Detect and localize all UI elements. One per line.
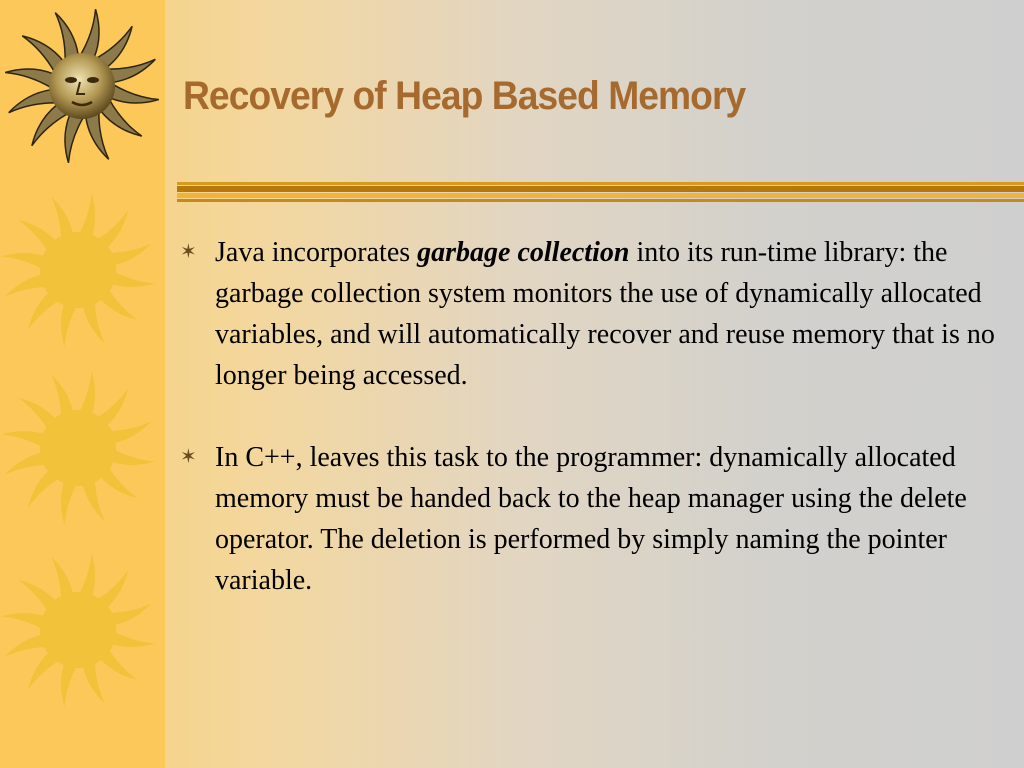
sun-icon [1, 553, 155, 707]
bullet-emphasis: garbage collection [417, 237, 630, 268]
star-bullet-icon: ✶ [180, 446, 197, 468]
bullet-text: In C++, leaves this task to the programmer: dynamically allocated memory must be handed back to the heap manager using the delete operator. The deletion is performed by simply naming the pointer variable. [215, 442, 967, 596]
decorative-sun-stripe [0, 0, 165, 768]
bullet-item-cpp [180, 437, 1000, 601]
bullet-text-prefix: Java incorporates [215, 237, 418, 268]
sun-face-icon [5, 9, 159, 163]
star-bullet-icon: ✶ [180, 241, 197, 263]
bullet-list [180, 232, 1000, 642]
sun-icon [1, 193, 155, 347]
bullet-item-java [180, 232, 1000, 396]
title-divider [177, 182, 1024, 204]
slide-title: Recovery of Heap Based Memory [183, 74, 746, 118]
bullet-text-suffix: into its run-time library: the garbage collection system monitors the use of dynamically allocated variables, and will automatically recover and reuse memory that is no longer being accessed. [215, 237, 995, 391]
sun-motif-graphic [0, 0, 165, 768]
sun-icon [1, 371, 155, 525]
